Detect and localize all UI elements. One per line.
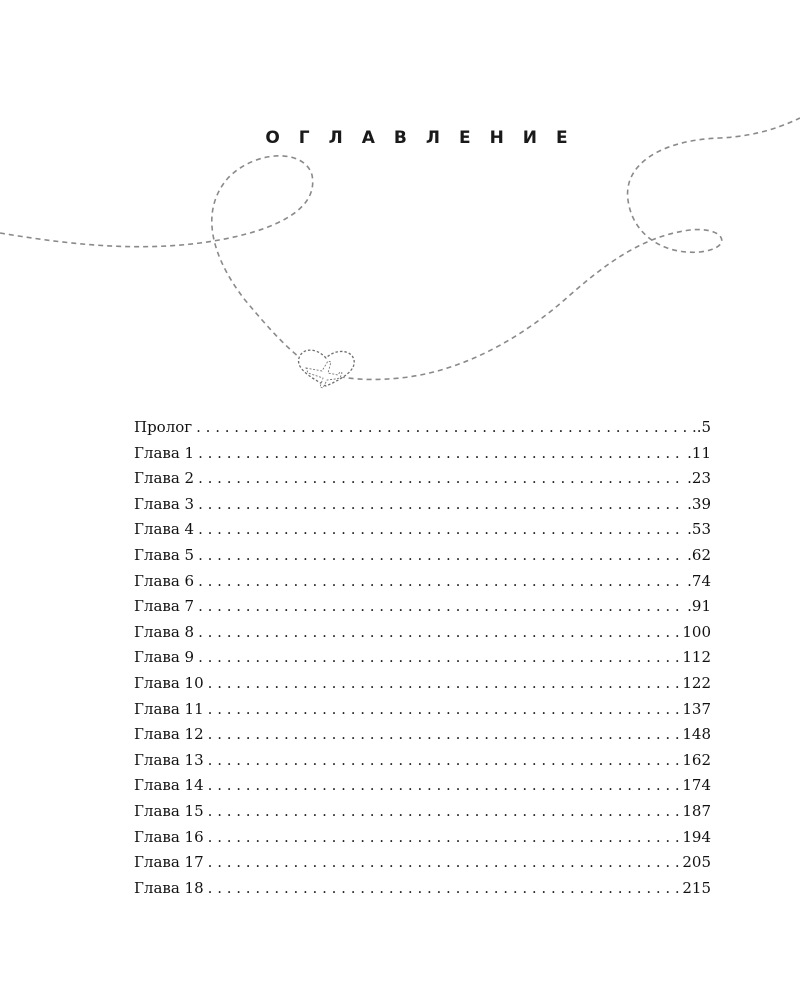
toc-entry	[134, 825, 711, 851]
toc-entry	[134, 569, 711, 595]
toc-dot-leader	[198, 645, 681, 671]
toc-dot-leader	[198, 620, 681, 646]
toc-entry-page-number: .39	[687, 494, 711, 513]
toc-entry	[134, 492, 711, 518]
toc-entry-page-number: .62	[687, 545, 711, 564]
toc-dot-leader	[198, 441, 686, 467]
toc-entry	[134, 799, 711, 825]
toc-entry-page-number: 148	[682, 725, 711, 744]
table-of-contents	[134, 415, 711, 901]
toc-entry-label: Глава 18	[134, 878, 204, 897]
toc-entry-label: Глава 12	[134, 725, 204, 744]
toc-dot-leader	[198, 543, 686, 569]
toc-entry-label: Глава 8	[134, 622, 195, 641]
dashed-flight-path-ornament	[0, 0, 800, 400]
toc-entry-page-number: .91	[687, 597, 711, 616]
toc-entry-label: Глава 14	[134, 776, 204, 795]
toc-entry-label: Глава 5	[134, 545, 195, 564]
toc-entry-label: Глава 13	[134, 750, 204, 769]
toc-dot-leader	[208, 773, 682, 799]
toc-entry	[134, 415, 711, 441]
toc-entry	[134, 748, 711, 774]
toc-entry-page-number: .5	[696, 418, 711, 436]
toc-entry-label: Глава 9	[134, 648, 195, 667]
toc-entry	[134, 876, 711, 902]
toc-entry-label: Глава 7	[134, 597, 195, 616]
page-title: ОГЛАВЛЕНИЕ	[265, 128, 587, 148]
toc-entry-page-number: 122	[682, 673, 711, 692]
toc-entry-page-number: .74	[687, 571, 711, 590]
toc-entry-label: Глава 2	[134, 469, 195, 488]
toc-dot-leader	[198, 594, 686, 620]
toc-entry	[134, 620, 711, 646]
toc-entry-page-number: 112	[682, 648, 711, 667]
toc-entry-page-number: .11	[687, 443, 711, 462]
toc-entry	[134, 645, 711, 671]
toc-entry-label: Глава 11	[134, 699, 204, 718]
toc-entry	[134, 441, 711, 467]
toc-dot-leader	[208, 671, 682, 697]
toc-entry-page-number: .23	[687, 469, 711, 488]
toc-entry-label: Глава 16	[134, 827, 204, 846]
toc-entry	[134, 850, 711, 876]
toc-entry	[134, 543, 711, 569]
toc-entry-page-number: 194	[682, 827, 711, 846]
toc-entry	[134, 697, 711, 723]
toc-entry-label: Глава 10	[134, 673, 204, 692]
toc-dot-leader	[208, 722, 682, 748]
toc-entry-label: Глава 1	[134, 443, 195, 462]
toc-dot-leader	[208, 799, 682, 825]
toc-entry-label: Глава 3	[134, 494, 195, 513]
toc-dot-leader	[198, 517, 686, 543]
flight-path-line	[0, 118, 800, 379]
heart-with-airplane-icon	[299, 350, 355, 388]
toc-entry-label: Глава 4	[134, 520, 195, 539]
toc-entry-page-number: 187	[682, 801, 711, 820]
toc-dot-leader	[208, 748, 682, 774]
toc-dot-leader	[198, 492, 686, 518]
toc-entry-page-number: 162	[682, 750, 711, 769]
toc-dot-leader	[196, 415, 696, 441]
toc-entry-page-number: 205	[682, 853, 711, 872]
toc-entry	[134, 722, 711, 748]
toc-entry	[134, 594, 711, 620]
toc-entry-label: Глава 17	[134, 853, 204, 872]
toc-entry-page-number: 137	[682, 699, 711, 718]
toc-dot-leader	[208, 850, 682, 876]
toc-entry-label: Глава 15	[134, 801, 204, 820]
toc-dot-leader	[198, 569, 686, 595]
toc-entry-page-number: .53	[687, 520, 711, 539]
toc-entry	[134, 466, 711, 492]
toc-entry-page-number: 174	[682, 776, 711, 795]
toc-entry-page-number: 215	[682, 878, 711, 897]
toc-entry	[134, 671, 711, 697]
toc-dot-leader	[208, 876, 682, 902]
toc-dot-leader	[208, 825, 682, 851]
toc-dot-leader	[198, 466, 686, 492]
toc-entry-page-number: 100	[682, 622, 711, 641]
toc-dot-leader	[208, 697, 682, 723]
toc-entry-label: Глава 6	[134, 571, 195, 590]
toc-entry-label: Пролог	[134, 418, 193, 436]
toc-entry	[134, 773, 711, 799]
toc-entry	[134, 517, 711, 543]
